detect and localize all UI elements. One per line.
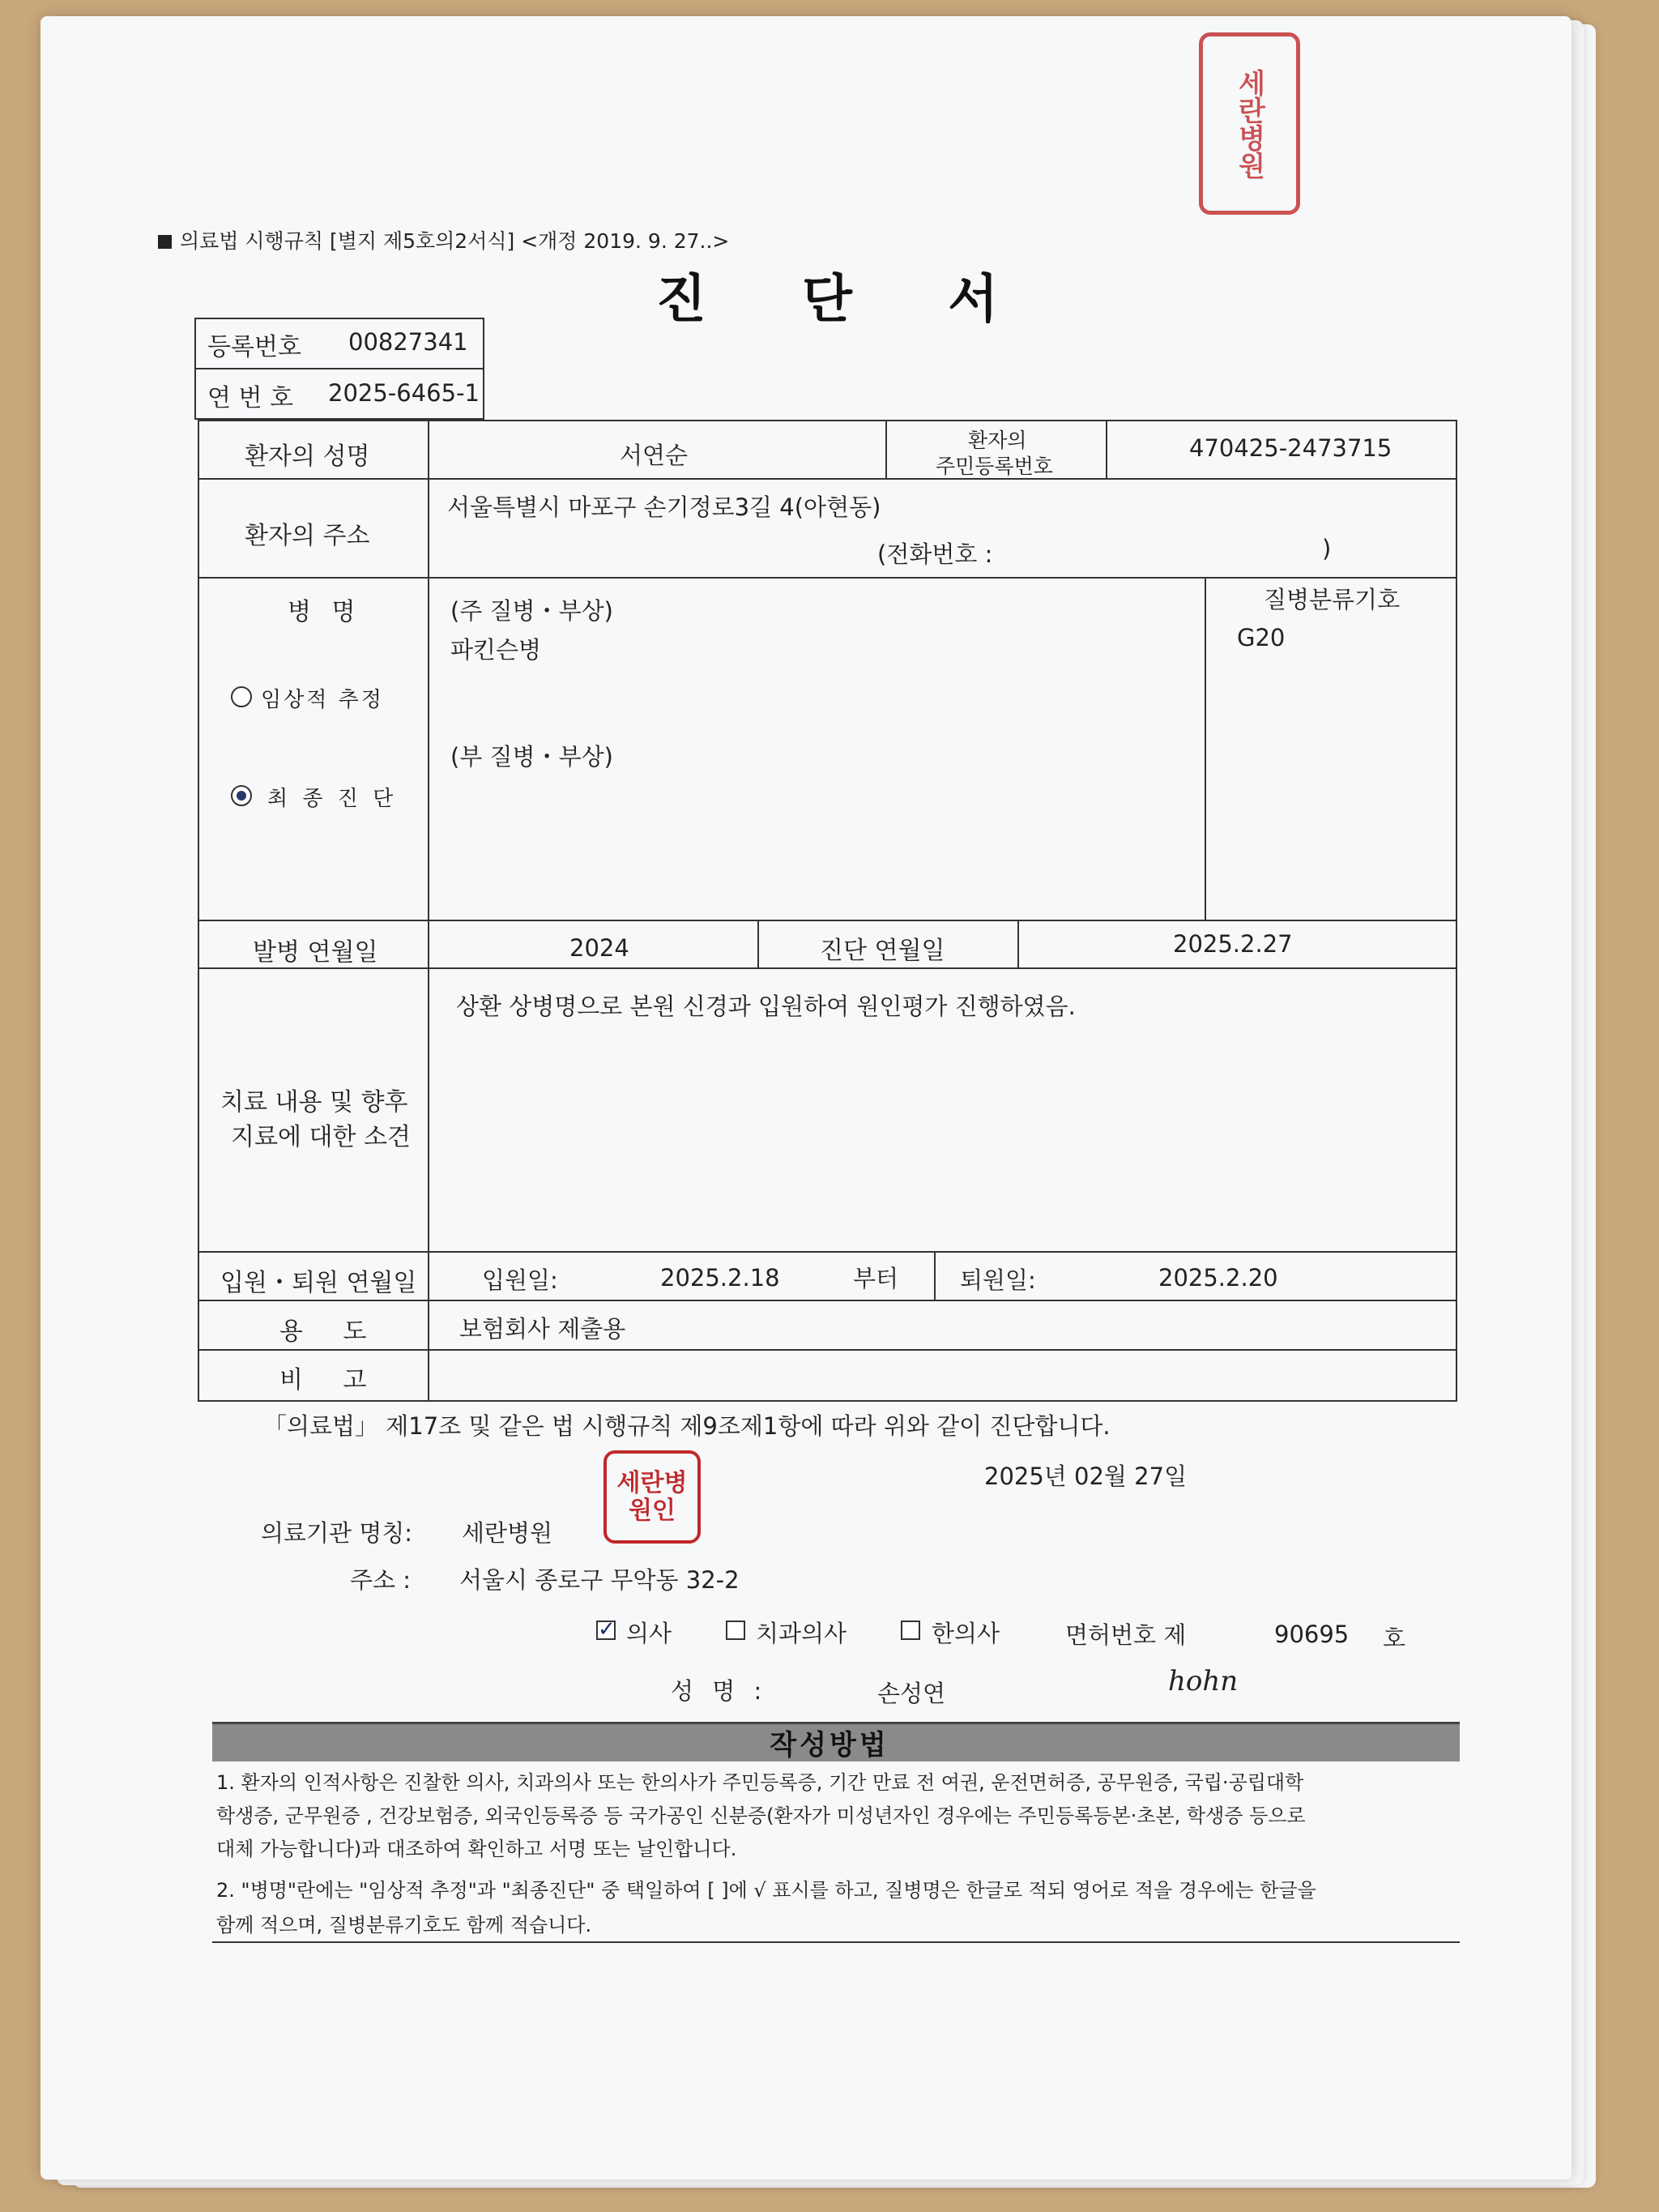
dentist-type-label: 치과의사 xyxy=(756,1620,847,1647)
reg-no-value: 00827341 xyxy=(348,328,468,356)
onset-date-label: 발병 연월일 xyxy=(253,938,378,967)
method-line-5: 함께 적으며, 질병분류기호도 함께 적습니다. xyxy=(216,1914,592,1937)
treatment-label-1: 치료 내용 및 향후 xyxy=(220,1088,408,1117)
institution-address: 서울시 종로구 무악동 32-2 xyxy=(459,1566,740,1594)
document-title: 진 단 서 xyxy=(656,270,1038,330)
diagnosis-date-label: 진단 연월일 xyxy=(820,937,945,965)
method-line-3: 대체 가능합니다)과 대조하여 확인하고 서명 또는 날인합니다. xyxy=(216,1838,737,1860)
admission-label: 입원・퇴원 연월일 xyxy=(220,1269,417,1297)
rrn-value: 470425-2473715 xyxy=(1189,434,1392,462)
license-label: 면허번호 제 xyxy=(1065,1621,1187,1649)
institution-name: 세란병원 xyxy=(462,1519,553,1547)
hospital-seal-top: 세란병원 xyxy=(1199,32,1300,215)
patient-name: 서연순 xyxy=(620,442,689,469)
treatment-label-2: 지료에 대한 소견 xyxy=(231,1123,411,1151)
purpose-value: 보험회사 제출용 xyxy=(459,1315,626,1343)
divider xyxy=(198,967,1457,969)
method-line-2: 학생증, 군무원증 , 건강보험증, 외국인등록증 등 국가공인 신분증(환자가 미성년자인 경우에는 주민등록등본·초본, 학생증 등으로 xyxy=(216,1804,1306,1827)
divider xyxy=(194,368,484,369)
final-diagnosis-label: 최 종 진 단 xyxy=(267,787,398,811)
oriental-doctor-type-label: 한의사 xyxy=(932,1620,1000,1647)
license-suffix: 호 xyxy=(1383,1625,1406,1652)
address-label: 환자의 주소 xyxy=(245,522,370,550)
dentist-checkbox[interactable] xyxy=(726,1621,745,1640)
admission-in-date: 2025.2.18 xyxy=(660,1264,780,1292)
method-title: 작성방법 xyxy=(770,1729,889,1761)
discharge-label: 퇴원일: xyxy=(960,1266,1036,1294)
remarks-label: 비 고 xyxy=(279,1366,367,1394)
final-diagnosis-radio[interactable] xyxy=(231,785,252,806)
discharge-date: 2025.2.20 xyxy=(1158,1264,1278,1292)
doctor-name-label: 성 명 : xyxy=(671,1677,762,1705)
doctor-name: 손성연 xyxy=(877,1680,946,1707)
certification-statement: 「의료법」 제17조 및 같은 법 시행규칙 제9조제1항에 따라 위와 같이 진단합니다. xyxy=(263,1412,1111,1440)
main-form-table xyxy=(198,420,1457,1402)
doctor-signature: hohn xyxy=(1168,1665,1239,1697)
divider xyxy=(934,1251,936,1300)
doctor-type-label: 의사 xyxy=(626,1620,672,1647)
rrn-label-2: 주민등록번호 xyxy=(936,455,1053,478)
sub-disease-label: (부 질병・부상) xyxy=(450,743,613,771)
diagnosis-date-value: 2025.2.27 xyxy=(1173,930,1293,958)
main-disease-value: 파킨슨병 xyxy=(450,636,542,664)
clinical-estimate-radio[interactable] xyxy=(231,686,252,707)
divider xyxy=(885,420,887,478)
divider xyxy=(1106,420,1107,478)
serial-label: 연 번 호 xyxy=(207,384,294,412)
treatment-opinion: 상환 상병명으로 본원 신경과 입원하여 원인평가 진행하였음. xyxy=(456,993,1076,1020)
phone-close: ) xyxy=(1322,535,1332,562)
address-value: 서울특별시 마포구 손기정로3길 4(아현동) xyxy=(447,493,881,521)
main-disease-label: (주 질병・부상) xyxy=(450,597,613,625)
diagnosis-label: 병 명 xyxy=(288,598,362,626)
institution-name-label: 의료기관 명칭: xyxy=(261,1519,413,1547)
patient-name-label: 환자의 성명 xyxy=(245,442,370,471)
doctor-checkbox[interactable]: ✓ xyxy=(598,1617,616,1642)
issue-date: 2025년 02월 27일 xyxy=(984,1463,1188,1490)
divider xyxy=(1017,920,1019,967)
license-number: 90695 xyxy=(1274,1621,1350,1648)
method-line-1: 1. 환자의 인적사항은 진찰한 의사, 치과의사 또는 한의사가 주민등록증, 기간 만료 전 여권, 운전면허증, 공무원증, 국립·공립대학 xyxy=(216,1771,1304,1794)
regulation-note: 의료법 시행규칙 [별지 제5호의2서식] <개정 2019. 9. 27..> xyxy=(158,225,729,254)
bullet-square-icon xyxy=(158,235,172,249)
admission-in-label: 입원일: xyxy=(482,1266,558,1294)
disease-code-value: G20 xyxy=(1237,624,1286,651)
divider xyxy=(198,1349,1457,1351)
divider xyxy=(212,1941,1460,1943)
clinical-estimate-label: 임상적 추정 xyxy=(261,688,384,712)
divider xyxy=(198,478,1457,480)
divider xyxy=(198,1300,1457,1301)
phone-label: (전화번호 : xyxy=(877,540,993,568)
hospital-seal: 세란병원인 xyxy=(603,1450,701,1544)
method-line-4: 2. "병명"란에는 "임상적 추정"과 "최종진단" 중 택일하여 [ ]에 √ 표시를 하고, 질병명은 한글로 적되 영어로 적을 경우에는 한글을 xyxy=(216,1879,1316,1902)
divider xyxy=(428,420,429,1402)
divider xyxy=(198,1251,1457,1253)
divider xyxy=(198,920,1457,921)
admission-from: 부터 xyxy=(853,1265,899,1292)
serial-value: 2025-6465-1 xyxy=(328,379,480,407)
reg-no-label: 등록번호 xyxy=(207,333,301,361)
rrn-label-1: 환자의 xyxy=(968,429,1027,452)
oriental-doctor-checkbox[interactable] xyxy=(901,1621,920,1640)
divider xyxy=(1205,577,1206,920)
divider xyxy=(757,920,759,967)
disease-code-label: 질병분류기호 xyxy=(1264,586,1401,613)
divider xyxy=(198,577,1457,579)
institution-address-label: 주소 : xyxy=(350,1566,412,1594)
onset-date-value: 2024 xyxy=(569,934,629,962)
purpose-label: 용 도 xyxy=(279,1317,367,1346)
